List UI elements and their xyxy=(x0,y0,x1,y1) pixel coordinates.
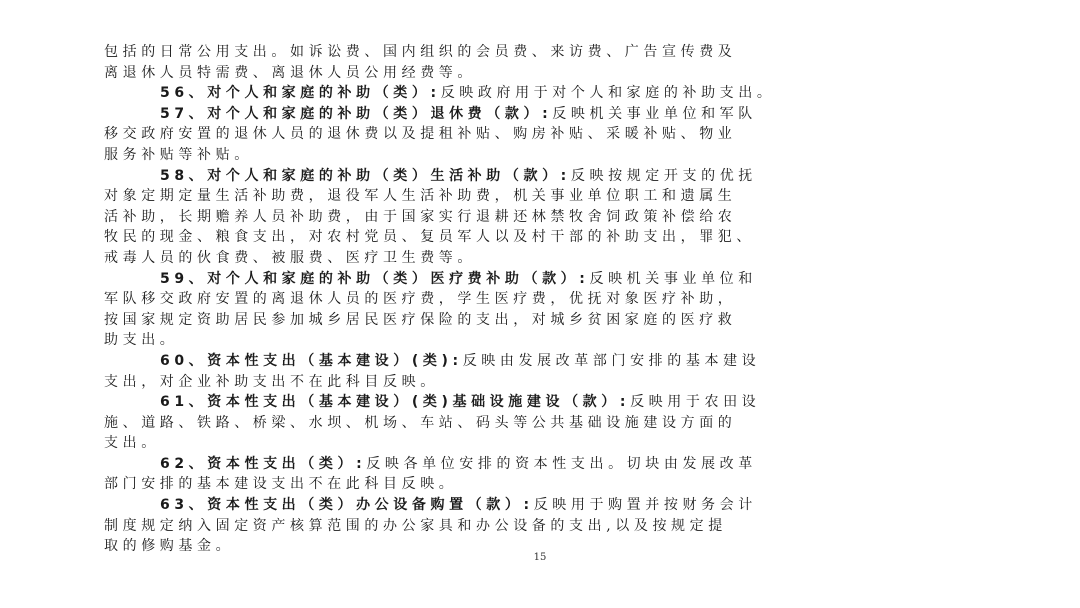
item-text: 牧民的现金、粮食支出，对农村党员、复员军人以及村干部的补助支出，罪犯、 xyxy=(104,229,755,246)
item-text: 移交政府安置的退休人员的退休费以及提租补贴、购房补贴、采暖补贴、物业 xyxy=(104,126,737,143)
item-text: 戒毒人员的伙食费、被服费、医疗卫生费等。 xyxy=(104,249,476,266)
text-line xyxy=(104,124,984,145)
item-heading: 62、资本性支出（类）: xyxy=(160,455,367,472)
item-heading: 63、资本性支出（类）办公设备购置（款）: xyxy=(160,497,534,514)
text-line xyxy=(104,310,984,331)
text-line xyxy=(104,145,984,166)
item-text: 支出，对企业补助支出不在此科目反映。 xyxy=(104,373,439,390)
item-text: 反映政府用于对个人和家庭的补助支出。 xyxy=(440,85,776,102)
item-text: 按国家规定资助居民参加城乡居民医疗保险的支出，对城乡贫困家庭的医疗救 xyxy=(104,311,737,328)
text-line xyxy=(104,248,984,269)
item-text: 对象定期定量生活补助费，退役军人生活补助费，机关事业单位职工和遗属生 xyxy=(104,188,737,205)
text-line xyxy=(104,351,984,372)
item-text: 支出。 xyxy=(104,435,160,452)
item-text: 军队移交政府安置的离退休人员的医疗费，学生医疗费，优抚对象医疗补助， xyxy=(104,291,737,308)
text-line xyxy=(104,42,984,63)
item-text: 反映用于购置并按财务会计 xyxy=(533,497,757,514)
item-heading: 59、对个人和家庭的补助（类）医疗费补助（款）: xyxy=(160,270,590,287)
text-line xyxy=(104,454,984,475)
item-heading: 57、对个人和家庭的补助（类）退休费（款）: xyxy=(160,105,553,122)
item-text: 部门安排的基本建设支出不在此科目反映。 xyxy=(104,476,458,493)
text-line xyxy=(104,269,984,290)
text-line xyxy=(104,474,984,495)
text-line xyxy=(104,372,984,393)
text-line xyxy=(104,227,984,248)
item-text: 包括的日常公用支出。如诉讼费、国内组织的会员费、来访费、广告宣传费及 xyxy=(104,44,737,60)
text-line xyxy=(104,63,984,84)
text-line xyxy=(104,166,984,187)
text-line xyxy=(104,330,984,351)
page-number: 15 xyxy=(533,552,547,563)
item-text: 助支出。 xyxy=(104,332,179,349)
item-heading: 56、对个人和家庭的补助（类）: xyxy=(160,85,441,102)
text-line xyxy=(104,392,984,413)
text-line xyxy=(104,289,984,310)
text-line xyxy=(104,516,984,537)
text-line xyxy=(104,495,984,516)
item-text: 反映机关事业单位和军队 xyxy=(552,105,757,122)
text-line xyxy=(104,207,984,228)
item-text: 取的修购基金。 xyxy=(104,538,235,555)
item-text: 制度规定纳入固定资产核算范围的办公家具和办公设备的支出,以及按规定提 xyxy=(104,517,727,534)
item-text: 反映用于农田设 xyxy=(630,394,761,411)
item-heading: 60、资本性支出（基本建设）(类): xyxy=(160,352,463,369)
item-heading: 58、对个人和家庭的补助（类）生活补助（款）: xyxy=(160,167,571,184)
text-line xyxy=(104,413,984,434)
document-body xyxy=(104,42,984,557)
item-text: 反映按规定开支的优抚 xyxy=(570,167,757,184)
item-text: 活补助，长期赡养人员补助费，由于国家实行退耕还林禁牧舍饲政策补偿给农 xyxy=(104,208,737,225)
item-text: 施、道路、铁路、桥梁、水坝、机场、车站、码头等公共基础设施建设方面的 xyxy=(104,414,737,431)
item-text: 离退休人员特需费、离退休人员公用经费等。 xyxy=(104,64,476,81)
text-line xyxy=(104,433,984,454)
item-text: 反映各单位安排的资本性支出。切块由发展改革 xyxy=(366,455,757,472)
item-text: 反映由发展改革部门安排的基本建设 xyxy=(462,352,761,369)
item-text: 反映机关事业单位和 xyxy=(589,270,757,287)
text-line xyxy=(104,186,984,207)
text-line xyxy=(104,104,984,125)
text-line xyxy=(104,83,984,104)
item-text: 服务补贴等补贴。 xyxy=(104,146,253,163)
item-heading: 61、资本性支出（基本建设）(类)基础设施建设（款）: xyxy=(160,394,631,411)
